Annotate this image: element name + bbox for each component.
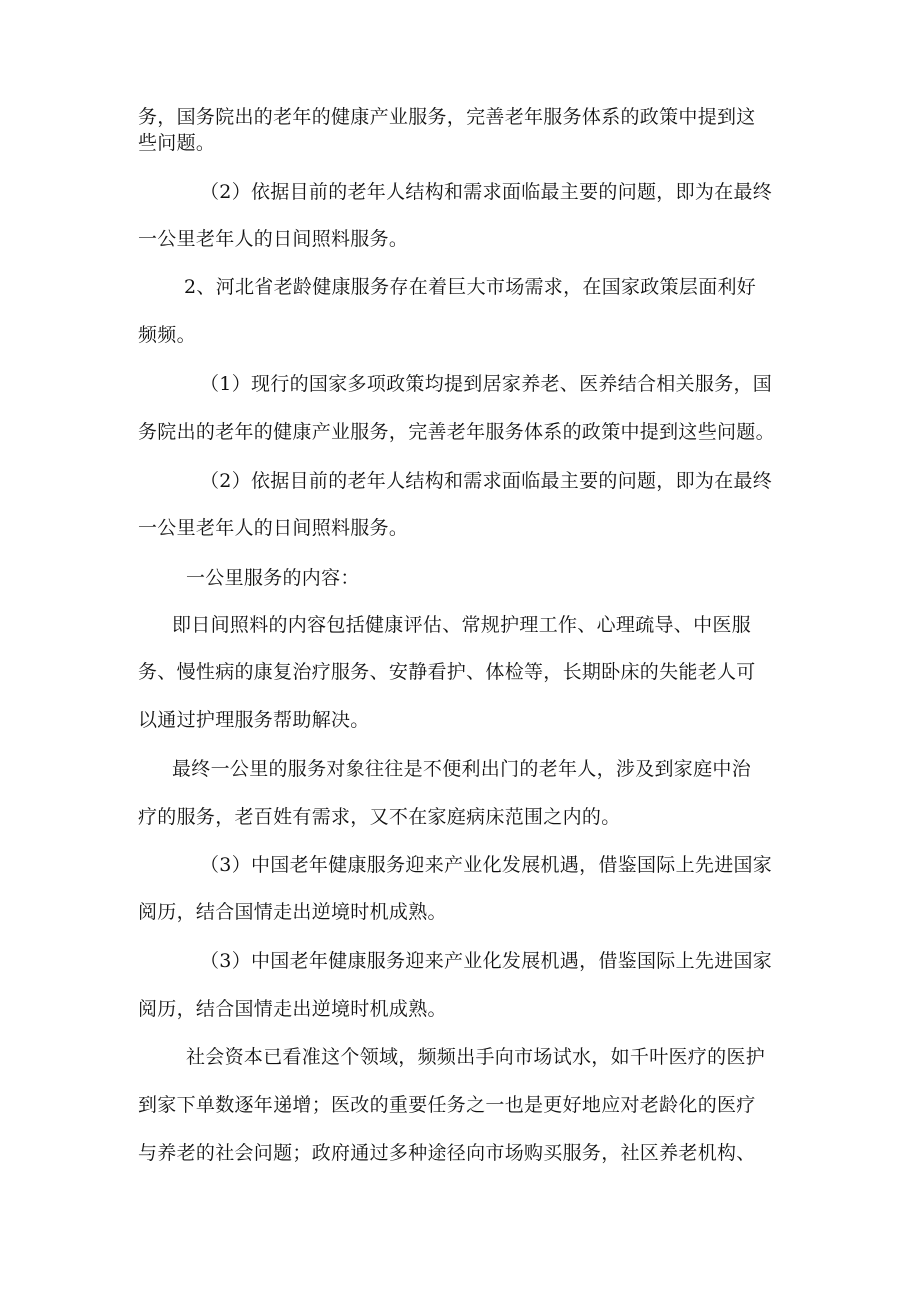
text-line: 务院出的老年的健康产业服务，完善老年服务体系的政策中提到这些问题。 [138,421,775,443]
text-line: 务、慢性病的康复治疗服务、安静看护、体检等，长期卧床的失能老人可 [138,661,756,683]
text-line: 与养老的社会问题；政府通过多种途径向市场购买服务，社区养老机构、 [138,1142,756,1164]
text-line: （3）中国老年健康服务迎来产业化发展机遇，借鉴国际上先进国家 [200,950,773,972]
text-line: 2、河北省老龄健康服务存在着巨大市场需求，在国家政策层面利好 [184,276,757,298]
text-line: 到家下单数逐年递增；医改的重要任务之一也是更好地应对老龄化的医疗 [138,1094,756,1116]
text-line: 疗的服务，老百姓有需求，又不在家庭病床范围之内的。 [138,806,621,828]
text-line: 即日间照料的内容包括健康评估、常规护理工作、心理疏导、中医服 [172,614,752,636]
text-line: 一公里老年人的日间照料服务。 [138,517,409,539]
text-line: 些问题。 [138,132,216,154]
text-line: 阅历，结合国情走出逆境时机成熟。 [138,998,447,1020]
text-line: 务，国务院出的老年的健康产业服务，完善老年服务体系的政策中提到这 [138,106,756,128]
text-line: 一公里服务的内容： [186,567,360,589]
text-line: （2）依据目前的老年人结构和需求面临最主要的问题，即为在最终 [200,181,773,203]
text-line: （1）现行的国家多项政策均提到居家养老、医养结合相关服务，国 [200,373,773,395]
text-line: （2）依据目前的老年人结构和需求面临最主要的问题，即为在最终 [200,470,773,492]
text-line: 最终一公里的服务对象往往是不便利出门的老年人，涉及到家庭中治 [172,758,752,780]
text-line: 频频。 [138,324,196,346]
text-line: 阅历，结合国情走出逆境时机成熟。 [138,901,447,923]
text-line: 以通过护理服务帮助解决。 [138,709,370,731]
text-line: （3）中国老年健康服务迎来产业化发展机遇，借鉴国际上先进国家 [200,854,773,876]
text-line: 社会资本已看准这个领域，频频出手向市场试水，如千叶医疗的医护 [186,1046,766,1068]
text-line: 一公里老年人的日间照料服务。 [138,228,409,250]
